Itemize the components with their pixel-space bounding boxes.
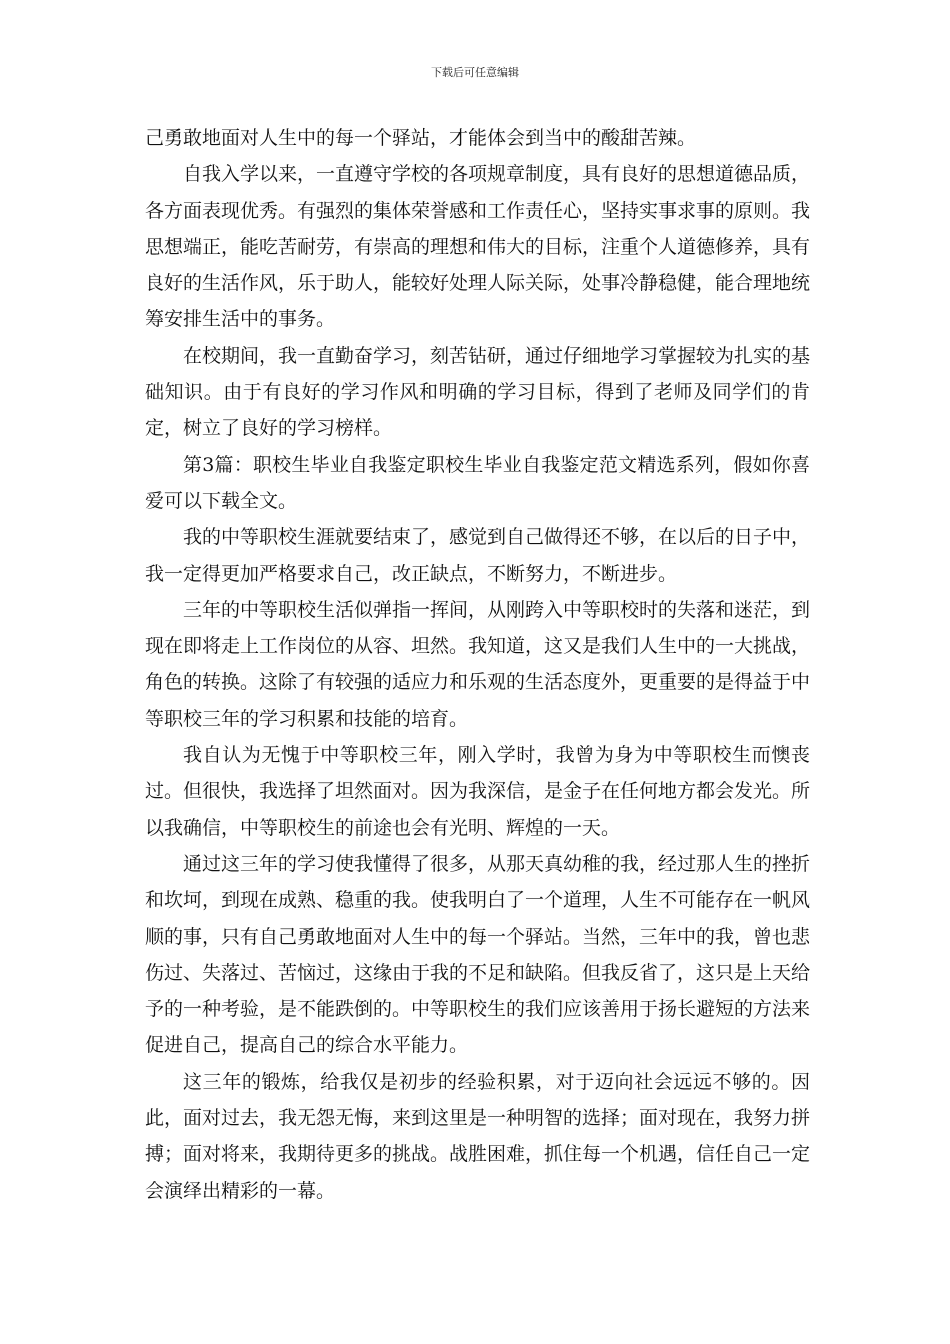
paragraph-4: 第3篇：职校生毕业自我鉴定职校生毕业自我鉴定范文精选系列，假如你喜爱可以下载全文。 [145,453,810,512]
page-header: 下载后可任意编辑 [431,66,519,79]
paragraph-7: 我自认为无愧于中等职校三年，刚入学时，我曾为身为中等职校生而懊丧过。但很快，我选择了坦然面对。因为我深信，是金子在任何地方都会发光。所以我确信，中等职校生的前途也会有光明、辉煌的一天。 [145,744,811,839]
paragraph-9: 这三年的锻炼，给我仅是初步的经验积累，对于迈向社会远远不够的。因此，面对过去，我无怨无悔，来到这里是一种明智的选择；面对现在，我努力拼搏；面对将来，我期待更多的挑战。战胜困难，抓住每一个机遇，信任自己一定会演绎出精彩的一幕。 [145,1070,811,1202]
paragraph-6: 三年的中等职校生活似弹指一挥间，从刚跨入中等职校时的失落和迷茫，到现在即将走上工作岗位的从容、坦然。我知道，这又是我们人生中的一大挑战，角色的转换。这除了有较强的适应力和乐观的生活态度外，更重要的是得益于中等职校三年的学习积累和技能的培育。 [145,598,811,730]
paragraph-3: 在校期间，我一直勤奋学习，刻苦钻研，通过仔细地学习掌握较为扎实的基础知识。由于有良好的学习作风和明确的学习目标，得到了老师及同学们的肯定，树立了良好的学习榜样。 [145,344,811,440]
document-body [145,120,810,1209]
paragraph-5: 我的中等职校生涯就要结束了，感觉到自己做得还不够，在以后的日子中，我一定得更加严格要求自己，改正缺点，不断努力，不断进步。 [145,526,811,585]
paragraph-8: 通过这三年的学习使我懂得了很多，从那天真幼稚的我，经过那人生的挫折和坎坷，到现在成熟、稳重的我。使我明白了一个道理，人生不可能存在一帆风顺的事，只有自己勇敢地面对人生中的每一个驿站。当然，三年中的我，曾也悲伤过、失落过、苦恼过，这缘由于我的不足和缺陷。但我反省了，这只是上天给予的一种考验，是不能跌倒的。中等职校生的我们应该善用于扬长避短的方法来促进自己，提高自己的综合水平能力。 [145,852,811,1057]
paragraph-1: 己勇敢地面对人生中的每一个驿站，才能体会到当中的酸甜苦辣。 [145,127,697,149]
paragraph-2: 自我入学以来，一直遵守学校的各项规章制度，具有良好的思想道德品质，各方面表现优秀。有强烈的集体荣誉感和工作责任心，坚持实事求事的原则。我思想端正，能吃苦耐劳，有崇高的理想和伟大的目标，注重个人道德修养，具有良好的生活作风，乐于助人，能较好处理人际关际，处事冷静稳健，能合理地统筹安排生活中的事务。 [145,163,811,331]
